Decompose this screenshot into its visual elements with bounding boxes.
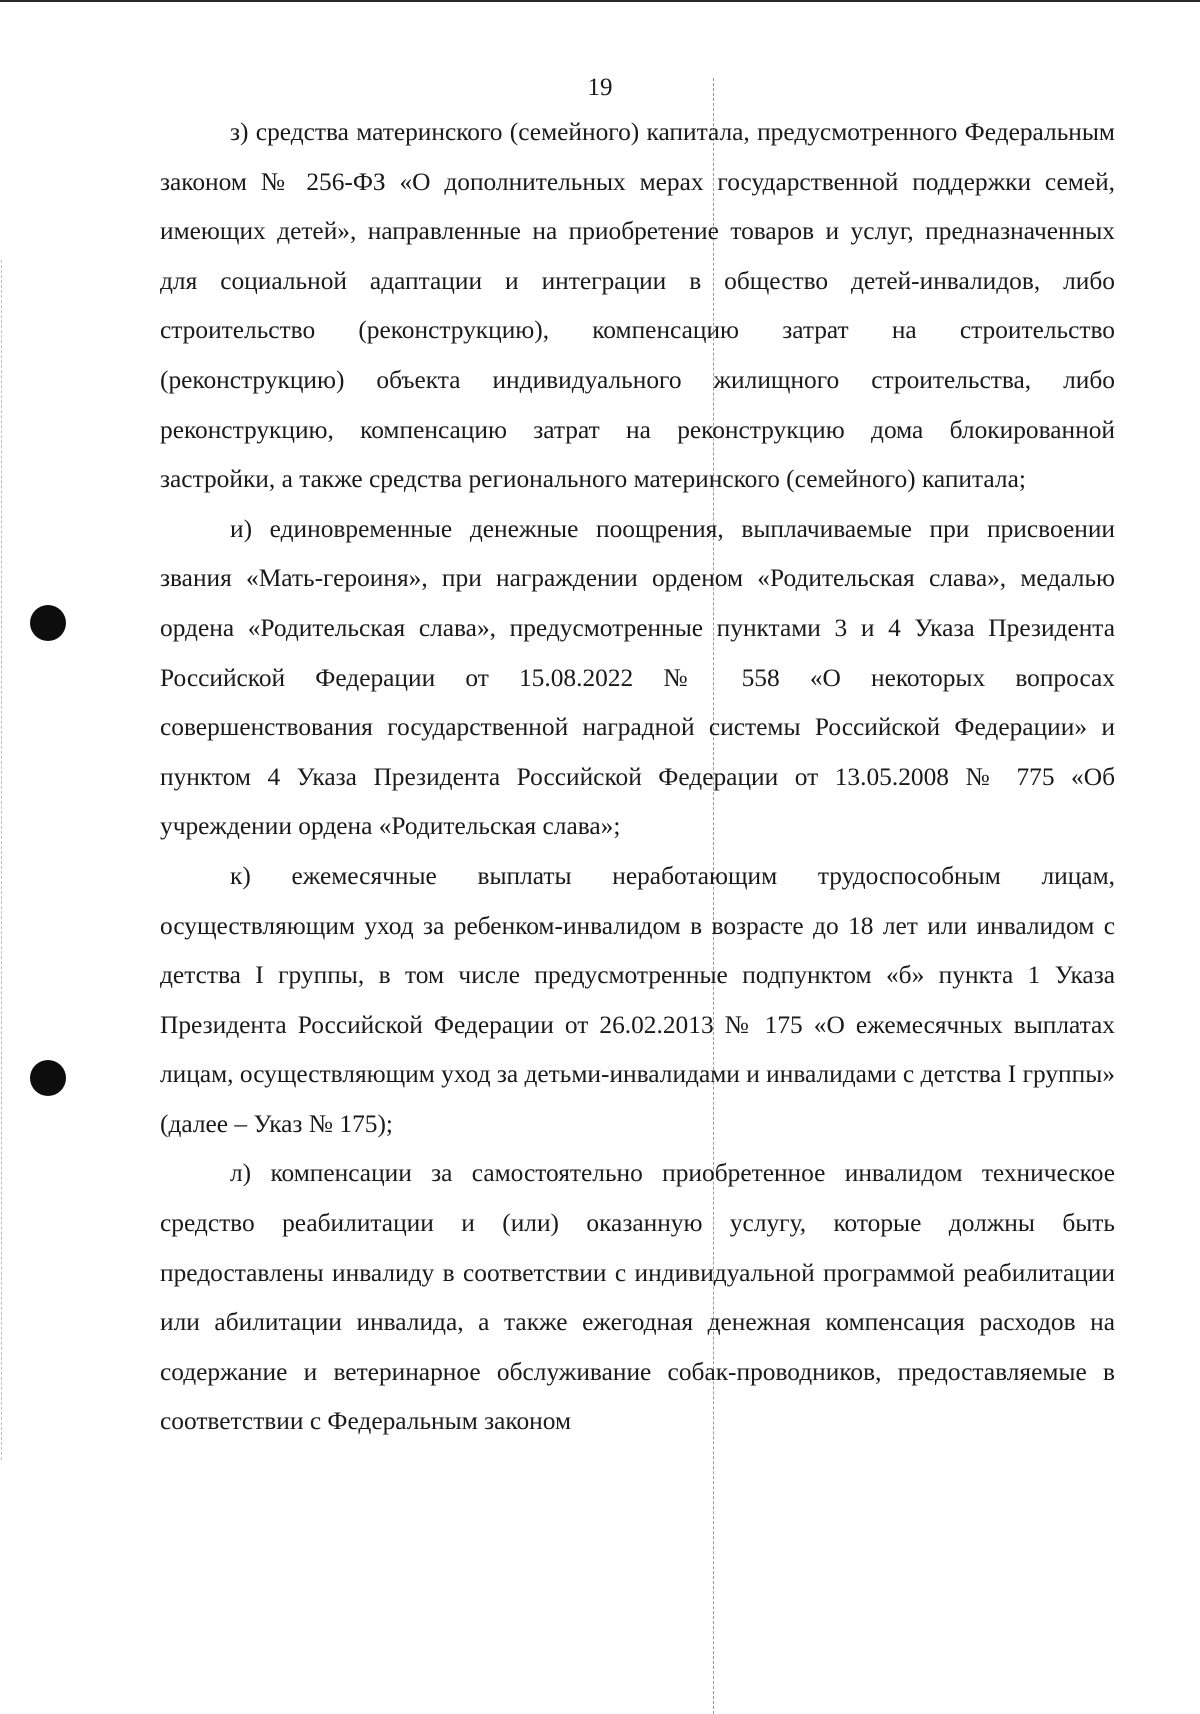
- scan-top-border: [0, 0, 1200, 2]
- document-body: [160, 108, 1115, 1447]
- scan-edge-line: [1, 260, 2, 1460]
- paragraph-i: и) единовременные денежные поощрения, выплачиваемые при присвоении звания «Мать-героиня», при награждении орденом «Родительская слава», медалью ордена «Родительская слава», предусмотренные пунктами 3 и 4 Указа Президента Российской Федерации от 15.08.2022 № 558 «О некоторых вопросах совершенствования государственной наградной системы Российской Федерации» и пунктом 4 Указа Президента Российской Федерации от 13.05.2008 № 775 «Об учреждении ордена «Родительская слава»;: [160, 514, 1115, 841]
- paragraph-k: к) ежемесячные выплаты неработающим трудоспособным лицам, осуществляющим уход за ребенком-инвалидом в возрасте до 18 лет или инвалидом с детства I группы, в том числе предусмотренные подпунктом «б» пункта 1 Указа Президента Российской Федерации от 26.02.2013 № 175 «О ежемесячных выплатах лицам, осуществляющим уход за детьми-инвалидами и инвалидами с детства I группы» (далее – Указ № 175);: [160, 861, 1115, 1138]
- punch-hole-mark: [30, 605, 66, 641]
- punch-hole-mark: [30, 1060, 66, 1096]
- page-number: 19: [587, 74, 613, 101]
- paragraph-z: з) средства материнского (семейного) капитала, предусмотренного Федеральным законом № 256-ФЗ «О дополнительных мерах государственной поддержки семей, имеющих детей», направленные на приобретение товаров и услуг, предназначенных для социальной адаптации и интеграции в общество детей-инвалидов, либо строительство (реконструкцию), компенсацию затрат на строительство (реконструкцию) объекта индивидуального жилищного строительства, либо реконструкцию, компенсацию затрат на реконструкцию дома блокированной застройки, а также средства регионального материнского (семейного) капитала;: [160, 118, 1115, 494]
- paragraph-l: л) компенсации за самостоятельно приобретенное инвалидом техническое средство реабилитации и (или) оказанную услугу, которые должны быть предоставлены инвалиду в соответствии с индивидуальной программой реабилитации или абилитации инвалида, а также ежегодная денежная компенсация расходов на содержание и ветеринарное обслуживание собак-проводников, предоставляемые в соответствии с Федеральным законом: [160, 1159, 1115, 1436]
